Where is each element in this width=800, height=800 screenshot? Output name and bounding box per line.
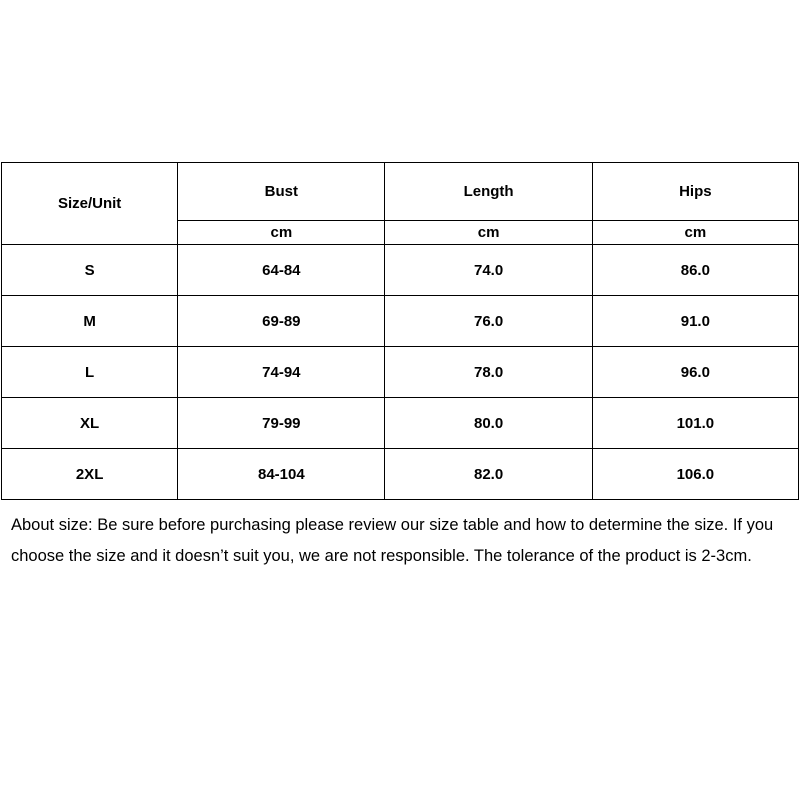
bust-cell: 69-89 xyxy=(178,296,385,347)
unit-length: cm xyxy=(385,221,592,245)
unit-bust: cm xyxy=(178,221,385,245)
size-cell: L xyxy=(2,347,178,398)
unit-hips: cm xyxy=(592,221,798,245)
hips-cell: 86.0 xyxy=(592,245,798,296)
bust-cell: 64-84 xyxy=(178,245,385,296)
bust-cell: 79-99 xyxy=(178,398,385,449)
bust-cell: 84-104 xyxy=(178,449,385,500)
hips-cell: 91.0 xyxy=(592,296,798,347)
length-cell: 76.0 xyxy=(385,296,592,347)
size-table xyxy=(1,162,799,500)
hips-cell: 106.0 xyxy=(592,449,798,500)
size-unit-header: Size/Unit xyxy=(2,163,178,245)
table-row xyxy=(2,347,799,398)
size-note: About size: Be sure before purchasing please review our size table and how to determine the size. If you choose the size and it doesn’t suit you, we are not responsible. The tolerance of the product is 2-3cm. xyxy=(11,516,774,565)
column-header-hips: Hips xyxy=(592,163,798,221)
size-cell: XL xyxy=(2,398,178,449)
table-header-row xyxy=(2,163,799,221)
table-row xyxy=(2,398,799,449)
table-row xyxy=(2,245,799,296)
size-cell: M xyxy=(2,296,178,347)
hips-cell: 101.0 xyxy=(592,398,798,449)
length-cell: 82.0 xyxy=(385,449,592,500)
length-cell: 74.0 xyxy=(385,245,592,296)
bust-cell: 74-94 xyxy=(178,347,385,398)
size-cell: S xyxy=(2,245,178,296)
column-header-bust: Bust xyxy=(178,163,385,221)
size-cell: 2XL xyxy=(2,449,178,500)
table-row xyxy=(2,449,799,500)
length-cell: 80.0 xyxy=(385,398,592,449)
table-row xyxy=(2,296,799,347)
length-cell: 78.0 xyxy=(385,347,592,398)
hips-cell: 96.0 xyxy=(592,347,798,398)
column-header-length: Length xyxy=(385,163,592,221)
